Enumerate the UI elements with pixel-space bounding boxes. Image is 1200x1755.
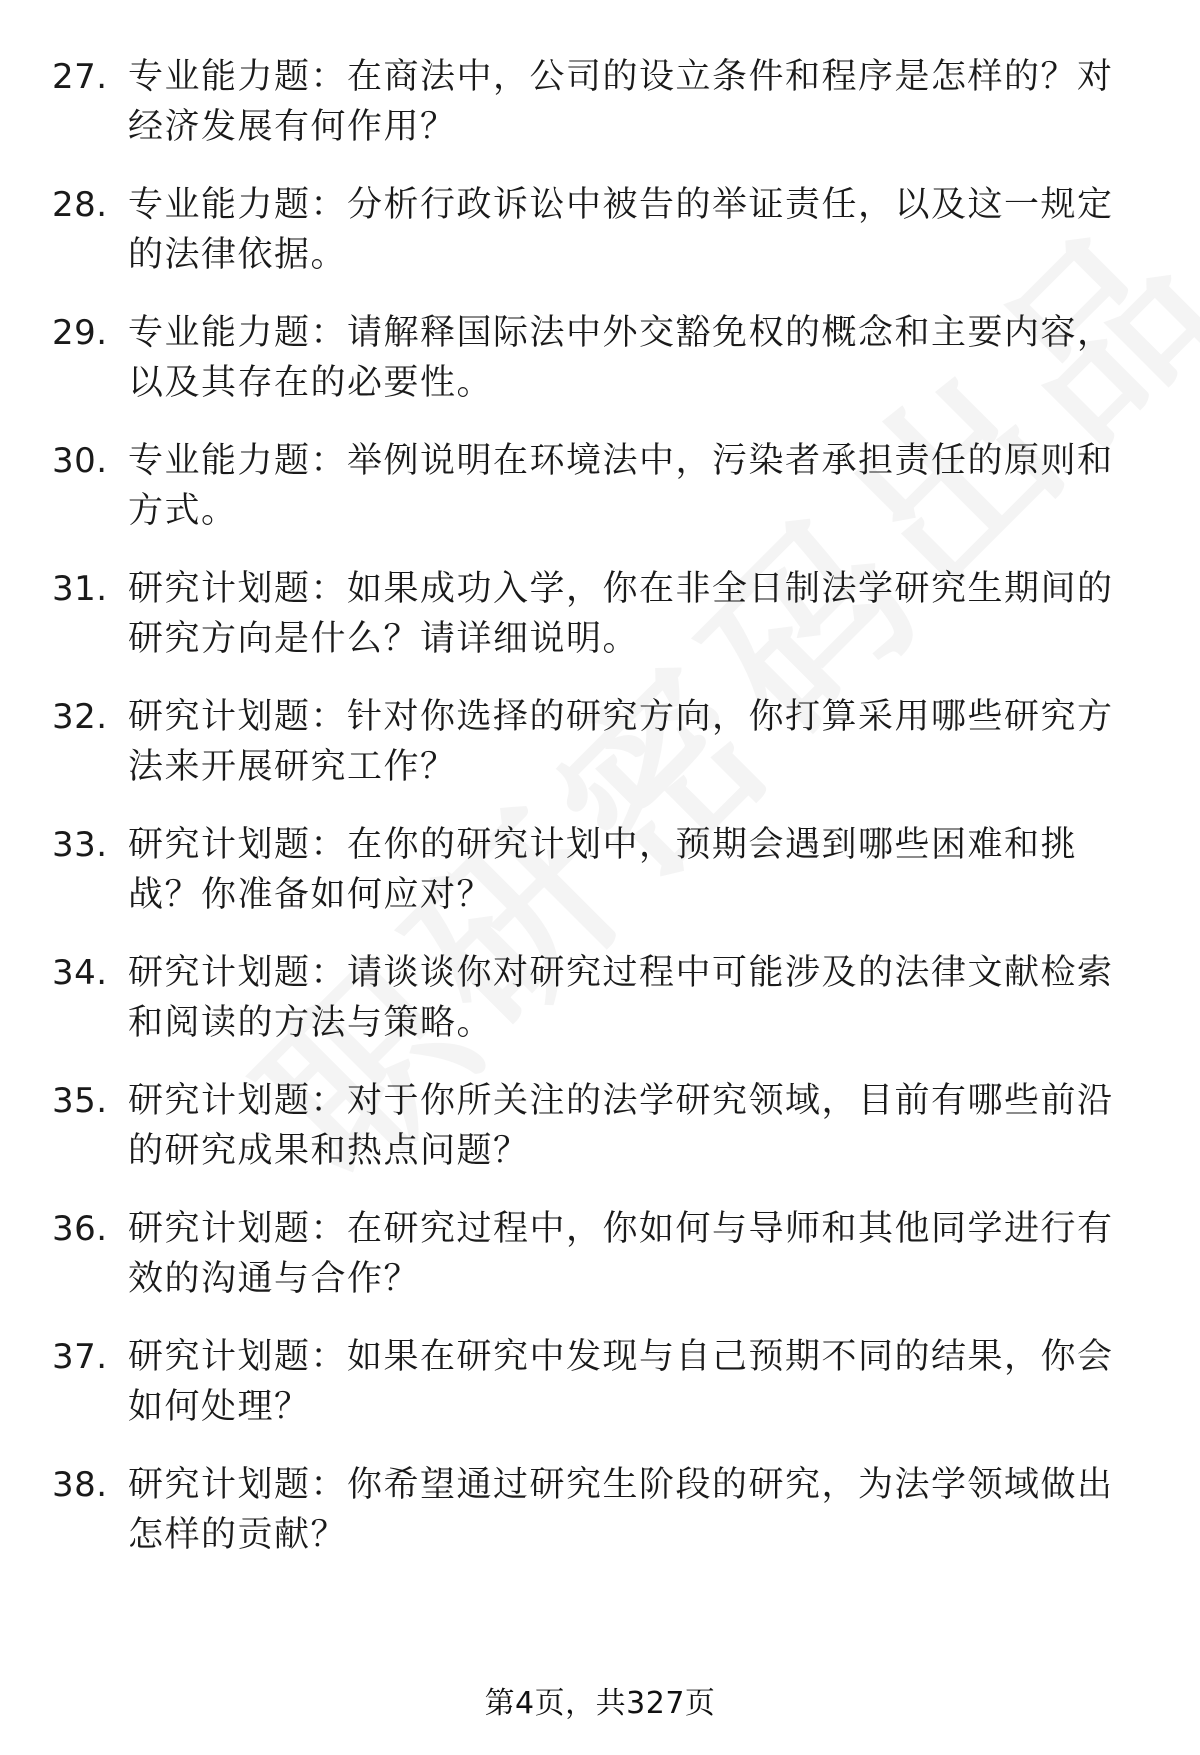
- question-text: 专业能力题：在商法中，公司的设立条件和程序是怎样的？对经济发展有何作用？: [128, 57, 1114, 147]
- question-item-36: [0, 1204, 1200, 1310]
- question-text: 研究计划题：如果成功入学，你在非全日制法学研究生期间的研究方向是什么？请详细说明。: [128, 569, 1114, 659]
- question-number: 30.: [52, 441, 108, 481]
- question-number: 36.: [52, 1209, 108, 1249]
- page-footer: 第4页，共327页: [484, 1686, 716, 1721]
- question-number: 38.: [52, 1465, 108, 1505]
- question-list: [0, 52, 1200, 1588]
- question-number: 34.: [52, 953, 108, 993]
- question-text: 研究计划题：在你的研究计划中，预期会遇到哪些困难和挑战？你准备如何应对？: [128, 825, 1078, 915]
- question-item-32: [0, 692, 1200, 798]
- question-item-29: [0, 308, 1200, 414]
- question-item-27: [0, 52, 1200, 158]
- question-text: 研究计划题：对于你所关注的法学研究领域，目前有哪些前沿的研究成果和热点问题？: [128, 1081, 1114, 1171]
- question-number: 37.: [52, 1337, 108, 1377]
- question-text: 研究计划题：如果在研究中发现与自己预期不同的结果，你会如何处理？: [128, 1337, 1114, 1427]
- question-number: 32.: [52, 697, 108, 737]
- question-number: 31.: [52, 569, 108, 609]
- question-number: 27.: [52, 57, 108, 97]
- question-text: 研究计划题：针对你选择的研究方向，你打算采用哪些研究方法来开展研究工作？: [128, 697, 1114, 787]
- question-item-37: [0, 1332, 1200, 1438]
- question-number: 28.: [52, 185, 108, 225]
- question-number: 35.: [52, 1081, 108, 1121]
- question-text: 专业能力题：请解释国际法中外交豁免权的概念和主要内容，以及其存在的必要性。: [128, 313, 1114, 403]
- question-item-31: [0, 564, 1200, 670]
- question-text: 专业能力题：分析行政诉讼中被告的举证责任，以及这一规定的法律依据。: [128, 185, 1114, 275]
- question-item-38: [0, 1460, 1200, 1566]
- question-item-34: [0, 948, 1200, 1054]
- question-number: 33.: [52, 825, 108, 865]
- question-text: 研究计划题：请谈谈你对研究过程中可能涉及的法律文献检索和阅读的方法与策略。: [128, 953, 1114, 1043]
- question-item-28: [0, 180, 1200, 286]
- question-text: 研究计划题：在研究过程中，你如何与导师和其他同学进行有效的沟通与合作？: [128, 1209, 1114, 1299]
- question-item-33: [0, 820, 1200, 926]
- question-text: 研究计划题：你希望通过研究生阶段的研究，为法学领域做出怎样的贡献？: [128, 1465, 1114, 1555]
- question-item-35: [0, 1076, 1200, 1182]
- question-number: 29.: [52, 313, 108, 353]
- question-item-30: [0, 436, 1200, 542]
- question-text: 专业能力题：举例说明在环境法中，污染者承担责任的原则和方式。: [128, 441, 1114, 531]
